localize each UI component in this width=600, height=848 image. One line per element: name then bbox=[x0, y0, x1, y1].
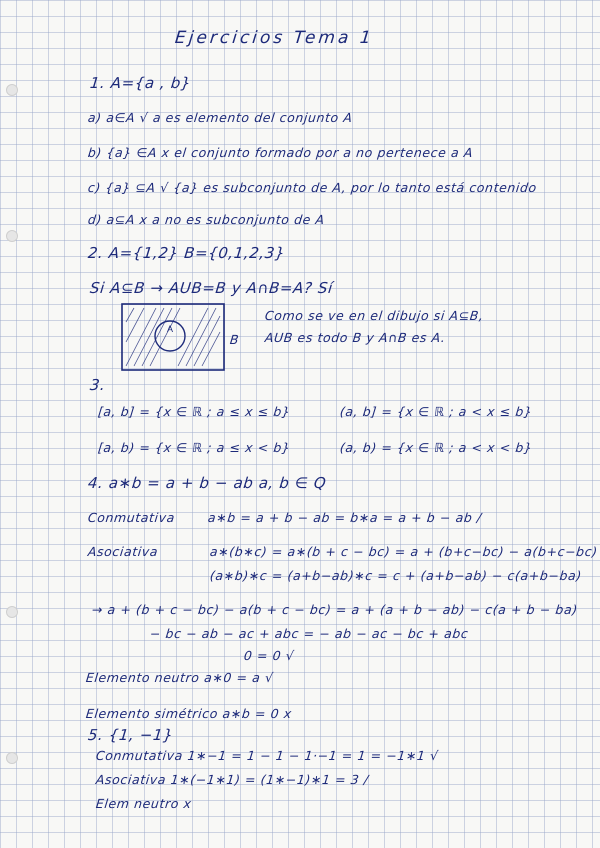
ex4-asociativa-line-5: 0 = 0 √ bbox=[243, 648, 296, 663]
venn-label-b: B bbox=[229, 332, 240, 347]
ex2-explanation-2: AUB es todo B y A∩B es A. bbox=[264, 330, 447, 345]
ex4-asociativa-line-3: → a + (b + c − bc) − a(b + c − bc) = a + (a + b − ab) − c(a + b − ba) bbox=[91, 602, 579, 617]
binder-hole bbox=[6, 84, 18, 96]
ex1-line-a: a) a∈A √ a es elemento del conjunto A bbox=[87, 110, 354, 125]
ex4-asociativa-line-1: a∗(b∗c) = a∗(b + c − bc) = a + (b+c−bc) − a(b+c−bc) bbox=[209, 544, 599, 559]
ex5-conmutativa: Conmutativa 1∗−1 = 1 − 1 − 1·−1 = 1 = −1∗1 √ bbox=[95, 748, 440, 763]
ex1-line-c: c) {a} ⊆A √ {a} es subconjunto de A, por lo tanto está contenido bbox=[87, 180, 538, 195]
ex4-conmutativa-label: Conmutativa bbox=[87, 510, 176, 525]
ex3-closed-interval: [a, b] = {x ∈ ℝ ; a ≤ x ≤ b} bbox=[97, 404, 292, 419]
ex1-line-d: d) a⊆A x a no es subconjunto de A bbox=[87, 212, 326, 227]
ex2-explanation-1: Como se ve en el dibujo si A⊆B, bbox=[264, 308, 485, 323]
ex4-asociativa-label: Asociativa bbox=[87, 544, 159, 559]
ex1-line-b: b) {a} ∈A x el conjunto formado por a no pertenece a A bbox=[87, 145, 474, 160]
ex4-elemento-simetrico: Elemento simétrico a∗b = 0 x bbox=[85, 706, 293, 721]
ex2-question: Si A⊆B → AUB=B y A∩B=A? Sí bbox=[89, 279, 334, 297]
ex5-header: 5. {1, −1} bbox=[87, 726, 175, 744]
ex4-asociativa-line-2: (a∗b)∗c = (a+b−ab)∗c = c + (a+b−ab) − c(a+b−ba) bbox=[209, 568, 583, 583]
ex3-header: 3. bbox=[89, 376, 107, 394]
ex3-open-interval: (a, b) = {x ∈ ℝ ; a < x < b} bbox=[339, 440, 534, 455]
binder-hole bbox=[6, 606, 18, 618]
ex2-header: 2. A={1,2} B={0,1,2,3} bbox=[87, 244, 287, 262]
ex4-header: 4. a∗b = a + b − ab a, b ∈ Q bbox=[87, 474, 328, 492]
ex5-asociativa: Asociativa 1∗(−1∗1) = (1∗−1)∗1 = 3 / bbox=[95, 772, 370, 787]
binder-hole bbox=[6, 752, 18, 764]
ex3-right-open-interval: [a, b) = {x ∈ ℝ ; a ≤ x < b} bbox=[97, 440, 292, 455]
ex4-asociativa-line-4: − bc − ab − ac + abc = − ab − ac − bc + abc bbox=[149, 626, 470, 641]
ex4-conmutativa-expr: a∗b = a + b − ab = b∗a = a + b − ab / bbox=[207, 510, 483, 525]
ex5-elemento-neutro: Elem neutro x bbox=[95, 796, 193, 811]
ex4-elemento-neutro: Elemento neutro a∗0 = a √ bbox=[85, 670, 275, 685]
venn-label-a: A bbox=[167, 324, 174, 334]
binder-hole bbox=[6, 230, 18, 242]
ex3-left-open-interval: (a, b] = {x ∈ ℝ ; a < x ≤ b} bbox=[339, 404, 534, 419]
ex1-header: 1. A={a , b} bbox=[89, 74, 193, 92]
venn-sketch bbox=[120, 302, 226, 372]
page-title: Ejercicios Tema 1 bbox=[173, 28, 375, 48]
